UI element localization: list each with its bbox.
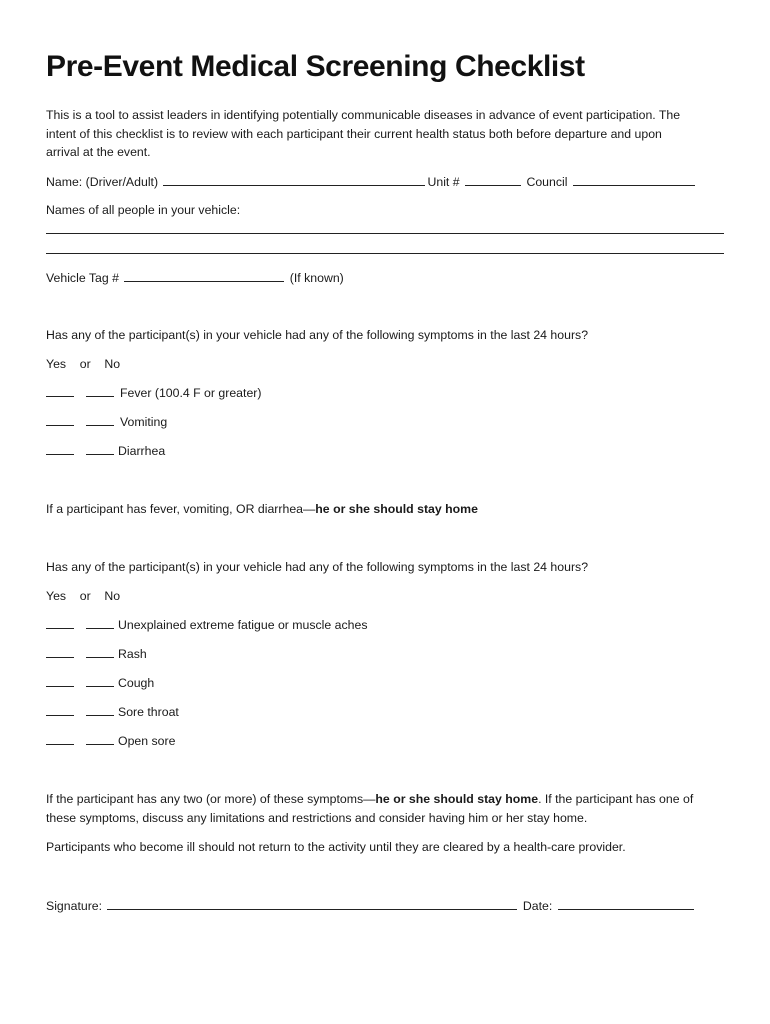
section2-item <box>46 732 175 751</box>
intro-line: intent of this checklist is to review with each participant their current health status both before departure and upon <box>46 126 662 141</box>
names-field-line-2[interactable] <box>46 253 724 254</box>
council-field[interactable] <box>573 172 695 186</box>
section2-note <box>46 790 736 827</box>
signature-label: Signature: <box>46 899 103 913</box>
yes-checkbox[interactable] <box>46 674 74 687</box>
no-checkbox[interactable] <box>86 442 114 455</box>
yes-checkbox[interactable] <box>46 384 74 397</box>
date-label: Date: <box>522 899 553 913</box>
vehicle-tag-label: Vehicle Tag # <box>46 271 119 285</box>
section1-item <box>46 442 165 461</box>
no-checkbox[interactable] <box>86 645 114 658</box>
no-checkbox[interactable] <box>86 703 114 716</box>
vehicle-tag-field[interactable] <box>124 268 284 282</box>
section2-item <box>46 645 147 664</box>
symptom-label: Vomiting <box>120 415 168 429</box>
name-row <box>46 172 697 192</box>
no-checkbox[interactable] <box>86 616 114 629</box>
warning-text: If a participant has fever, vomiting, OR diarrhea— <box>46 502 316 516</box>
section2-yes-no: Yes or No <box>46 589 121 603</box>
unit-label: Unit # <box>427 175 460 189</box>
names-label: Names of all people in your vehicle: <box>46 203 241 217</box>
unit-field[interactable] <box>465 172 521 186</box>
symptom-label: Diarrhea <box>118 444 166 458</box>
no-checkbox[interactable] <box>86 732 114 745</box>
note-emphasis: he or she should stay home <box>375 792 539 806</box>
symptom-label: Rash <box>118 647 147 661</box>
symptom-label: Fever (100.4 F or greater) <box>120 386 262 400</box>
page-title: Pre-Event Medical Screening Checklist <box>46 50 585 83</box>
symptom-label: Open sore <box>118 734 176 748</box>
note-line: these symptoms, discuss any limitations and restrictions and consider having him or her stay home. <box>46 810 588 825</box>
section2-item <box>46 674 154 693</box>
section1-item <box>46 413 167 432</box>
signature-field[interactable] <box>107 896 517 910</box>
note-text: If the participant has any two (or more) of these symptoms— <box>46 792 376 806</box>
section2-question: Has any of the participant(s) in your vehicle had any of the following symptoms in the last 24 hours? <box>46 560 589 574</box>
no-checkbox[interactable] <box>86 674 114 687</box>
yes-checkbox[interactable] <box>46 442 74 455</box>
symptom-label: Unexplained extreme fatigue or muscle aches <box>118 618 368 632</box>
section1-question: Has any of the participant(s) in your vehicle had any of the following symptoms in the last 24 hours? <box>46 328 589 342</box>
note-line <box>46 790 736 809</box>
note-text: . If the participant has one of <box>538 792 694 806</box>
section2-item <box>46 616 368 635</box>
section1-warning <box>46 500 478 519</box>
intro-line: This is a tool to assist leaders in identifying potentially communicable diseases in advance of event participation. The <box>46 108 681 122</box>
yes-checkbox[interactable] <box>46 732 74 745</box>
symptom-label: Cough <box>118 676 155 690</box>
signature-row <box>46 896 696 916</box>
intro-paragraph <box>46 106 736 162</box>
names-field-line-1[interactable] <box>46 233 724 234</box>
section1-yes-no: Yes or No <box>46 357 121 371</box>
yes-checkbox[interactable] <box>46 413 74 426</box>
footer-note: Participants who become ill should not return to the activity until they are cleared by a health-care provider. <box>46 840 626 854</box>
intro-line: arrival at the event. <box>46 145 151 159</box>
name-field[interactable] <box>163 172 425 186</box>
no-checkbox[interactable] <box>86 413 114 426</box>
yes-checkbox[interactable] <box>46 645 74 658</box>
section2-item <box>46 703 179 722</box>
council-label: Council <box>526 175 568 189</box>
date-field[interactable] <box>558 896 694 910</box>
warning-emphasis: he or she should stay home <box>315 502 478 516</box>
yes-checkbox[interactable] <box>46 616 74 629</box>
yes-checkbox[interactable] <box>46 703 74 716</box>
section1-item <box>46 384 261 403</box>
vehicle-tag-row <box>46 268 344 288</box>
symptom-label: Sore throat <box>118 705 179 719</box>
name-label: Name: (Driver/Adult) <box>46 175 159 189</box>
no-checkbox[interactable] <box>86 384 114 397</box>
vehicle-tag-note: (If known) <box>289 271 344 285</box>
